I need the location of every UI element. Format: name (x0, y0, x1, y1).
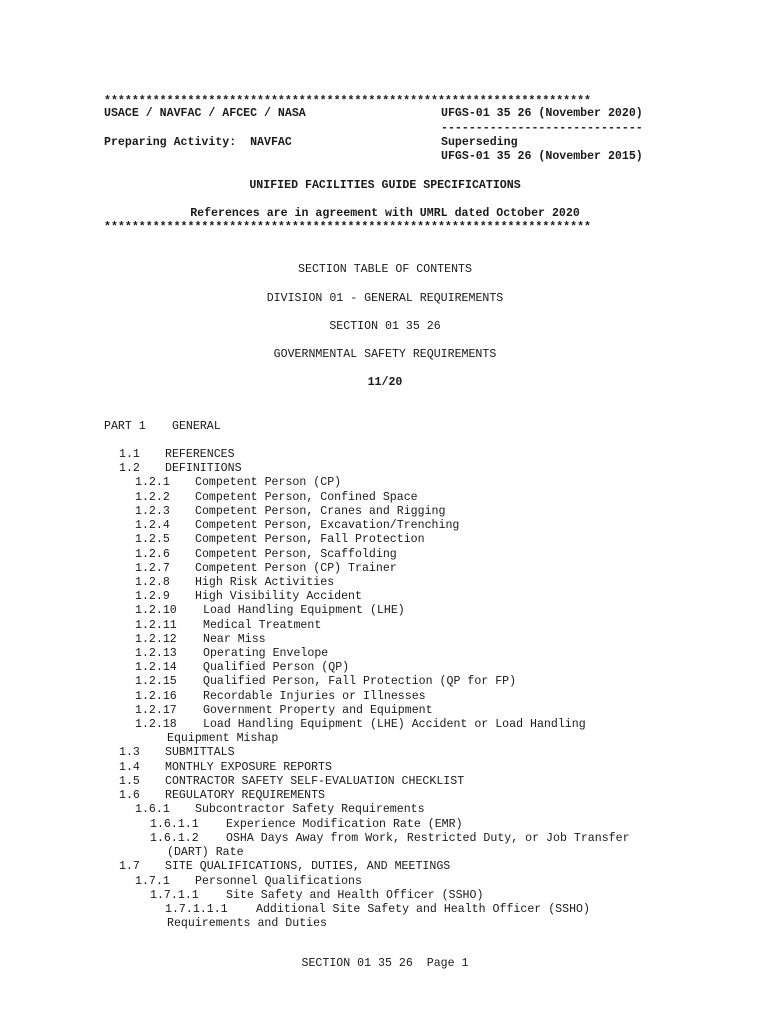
toc-item-num: 1.2.1 (135, 476, 170, 489)
toc-item-num: 1.6.1 (135, 803, 170, 816)
toc-item-num: 1.7.1.1.1 (165, 903, 228, 916)
toc-item-text: Competent Person (CP) Trainer (195, 562, 397, 575)
header-agencies: USACE / NAVFAC / AFCEC / NASA (104, 107, 306, 120)
header-ufgs-previous: UFGS-01 35 26 (November 2015) (441, 150, 643, 163)
toc-item-continuation: Requirements and Duties (167, 917, 328, 930)
toc-item-text: Competent Person, Fall Protection (195, 533, 425, 546)
toc-item-num: 1.2.9 (135, 590, 170, 603)
section-date: 11/20 (367, 376, 403, 389)
toc-item-num: 1.2.12 (135, 633, 177, 646)
toc-item-num: 1.2.4 (135, 519, 170, 532)
header-superseding-label: Superseding (441, 136, 518, 149)
header-stars-top: ********************************************************************** (104, 95, 592, 108)
toc-item-num: 1.2.17 (135, 704, 177, 717)
section-name: GOVERNMENTAL SAFETY REQUIREMENTS (273, 348, 497, 361)
toc-item-text: Qualified Person (QP) (203, 661, 350, 674)
toc-item-text: Recordable Injuries or Illnesses (203, 690, 426, 703)
toc-item-num: 1.2.3 (135, 505, 170, 518)
toc-item-continuation: Equipment Mishap (167, 732, 279, 745)
toc-item-num: 1.3 (119, 746, 140, 759)
toc-item-text: Competent Person, Excavation/Trenching (195, 519, 460, 532)
toc-item-text: Competent Person, Cranes and Rigging (195, 505, 446, 518)
toc-item-text: MONTHLY EXPOSURE REPORTS (165, 761, 332, 774)
section-title: SECTION 01 35 26 (329, 320, 441, 333)
toc-item-text: Site Safety and Health Officer (SSHO) (226, 889, 484, 902)
toc-item-text: Competent Person, Confined Space (195, 491, 418, 504)
toc-item-num: 1.5 (119, 775, 140, 788)
toc-item-num: 1.2.6 (135, 548, 170, 561)
header-ufgs-current: UFGS-01 35 26 (November 2020) (441, 107, 643, 120)
toc-item-text: Operating Envelope (203, 647, 329, 660)
toc-item-text: Subcontractor Safety Requirements (195, 803, 425, 816)
toc-item-text: Personnel Qualifications (195, 875, 362, 888)
toc-item-text: Load Handling Equipment (LHE) (203, 604, 405, 617)
toc-item-num: 1.1 (119, 448, 140, 461)
toc-item-num: 1.6.1.2 (150, 832, 199, 845)
toc-item-text: Additional Site Safety and Health Officer (SSHO) (256, 903, 590, 916)
toc-item-text: Competent Person (CP) (195, 476, 342, 489)
toc-item-text: OSHA Days Away from Work, Restricted Duty, or Job Transfer (226, 832, 630, 845)
toc-item-num: 1.7.1 (135, 875, 170, 888)
toc-item-text: Government Property and Equipment (203, 704, 433, 717)
header-preparing-activity: Preparing Activity: NAVFAC (104, 136, 292, 149)
toc-item-num: 1.2.14 (135, 661, 177, 674)
toc-part-num: PART 1 (104, 420, 146, 433)
toc-item-text: Medical Treatment (203, 619, 322, 632)
toc-item-text: Near Miss (203, 633, 266, 646)
header-stars-bottom: ********************************************************************** (104, 221, 592, 234)
toc-item-num: 1.7 (119, 860, 140, 873)
toc-item-num: 1.2.18 (135, 718, 177, 731)
toc-item-num: 1.2.7 (135, 562, 170, 575)
toc-item-continuation: (DART) Rate (167, 846, 244, 859)
toc-item-num: 1.2.16 (135, 690, 177, 703)
toc-item-num: 1.4 (119, 761, 140, 774)
toc-item-text: High Risk Activities (195, 576, 335, 589)
toc-title: SECTION TABLE OF CONTENTS (298, 263, 472, 276)
division-title: DIVISION 01 - GENERAL REQUIREMENTS (266, 292, 504, 305)
toc-part-text: GENERAL (172, 420, 221, 433)
toc-item-text: Load Handling Equipment (LHE) Accident or Load Handling (203, 718, 586, 731)
toc-item-num: 1.2.8 (135, 576, 170, 589)
toc-item-text: REGULATORY REQUIREMENTS (165, 789, 326, 802)
toc-item-text: SITE QUALIFICATIONS, DUTIES, AND MEETINGS (165, 860, 451, 873)
toc-item-text: CONTRACTOR SAFETY SELF-EVALUATION CHECKLIST (165, 775, 465, 788)
toc-item-text: Competent Person, Scaffolding (195, 548, 397, 561)
page-footer: SECTION 01 35 26 Page 1 (301, 957, 469, 970)
toc-item-num: 1.2.15 (135, 675, 177, 688)
toc-item-text: Qualified Person, Fall Protection (QP for FP) (203, 675, 517, 688)
toc-item-num: 1.2.13 (135, 647, 177, 660)
guide-title: UNIFIED FACILITIES GUIDE SPECIFICATIONS (249, 179, 521, 192)
umrl-note: References are in agreement with UMRL dated October 2020 (190, 207, 580, 220)
toc-item-num: 1.6.1.1 (150, 818, 199, 831)
toc-item-num: 1.2 (119, 462, 140, 475)
toc-item-text: DEFINITIONS (165, 462, 242, 475)
toc-item-num: 1.2.10 (135, 604, 177, 617)
header-dash-line: ----------------------------- (441, 122, 643, 135)
toc-item-num: 1.6 (119, 789, 140, 802)
toc-item-num: 1.2.2 (135, 491, 170, 504)
toc-item-num: 1.2.11 (135, 619, 177, 632)
toc-item-text: Experience Modification Rate (EMR) (226, 818, 463, 831)
toc-item-num: 1.2.5 (135, 533, 170, 546)
toc-item-num: 1.7.1.1 (150, 889, 199, 902)
toc-item-text: REFERENCES (165, 448, 235, 461)
toc-item-text: SUBMITTALS (165, 746, 235, 759)
toc-item-text: High Visibility Accident (195, 590, 362, 603)
